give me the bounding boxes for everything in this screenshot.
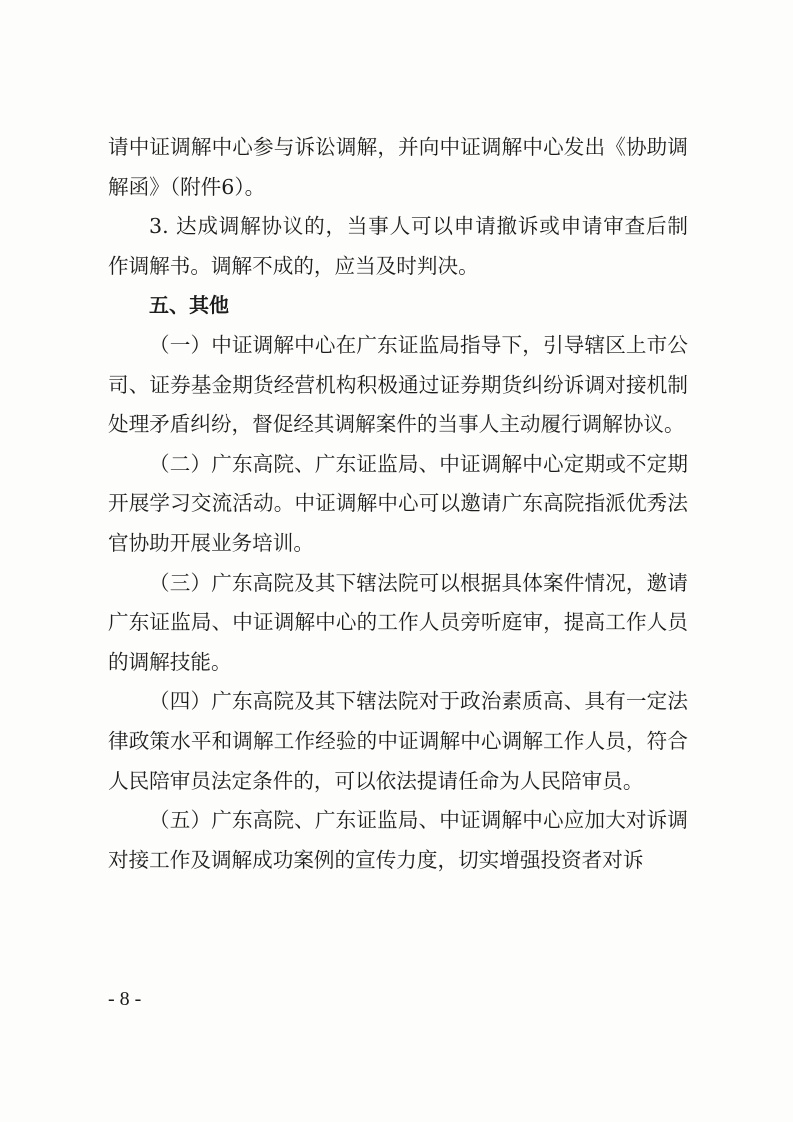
paragraph-clause-1: （一）中证调解中心在广东证监局指导下，引导辖区上市公司、证券基金期货经营机构积极通过证券期货纠纷诉调对接机制处理矛盾纠纷，督促经其调解案件的当事人主动履行调解协议。: [108, 332, 688, 437]
paragraph-continuation: 请中证调解中心参与诉讼调解，并向中证调解中心发出《协助调解函》（附件6）。: [108, 135, 688, 199]
page-number: - 8 -: [108, 988, 142, 1010]
paragraph-clause-5: （五）广东高院、广东证监局、中证调解中心应加大对诉调对接工作及调解成功案例的宣传力度，切实增强投资者对诉: [108, 808, 688, 872]
paragraph-item-3: 3. 达成调解协议的，当事人可以申请撤诉或申请审查后制作调解书。调解不成的，应当及时判决。: [108, 214, 688, 278]
paragraph-clause-3: （三）广东高院及其下辖法院可以根据具体案件情况，邀请广东证监局、中证调解中心的工作人员旁听庭审，提高工作人员的调解技能。: [108, 570, 688, 674]
section-heading-other: 五、其他: [149, 293, 229, 318]
document-body: [108, 128, 688, 880]
paragraph-clause-2: （二）广东高院、广东证监局、中证调解中心定期或不定期开展学习交流活动。中证调解中心可以邀请广东高院指派优秀法官协助开展业务培训。: [108, 451, 688, 555]
paragraph-clause-4: （四）广东高院及其下辖法院对于政治素质高、具有一定法律政策水平和调解工作经验的中证调解中心调解工作人员，符合人民陪审员法定条件的，可以依法提请任命为人民陪审员。: [108, 689, 688, 793]
